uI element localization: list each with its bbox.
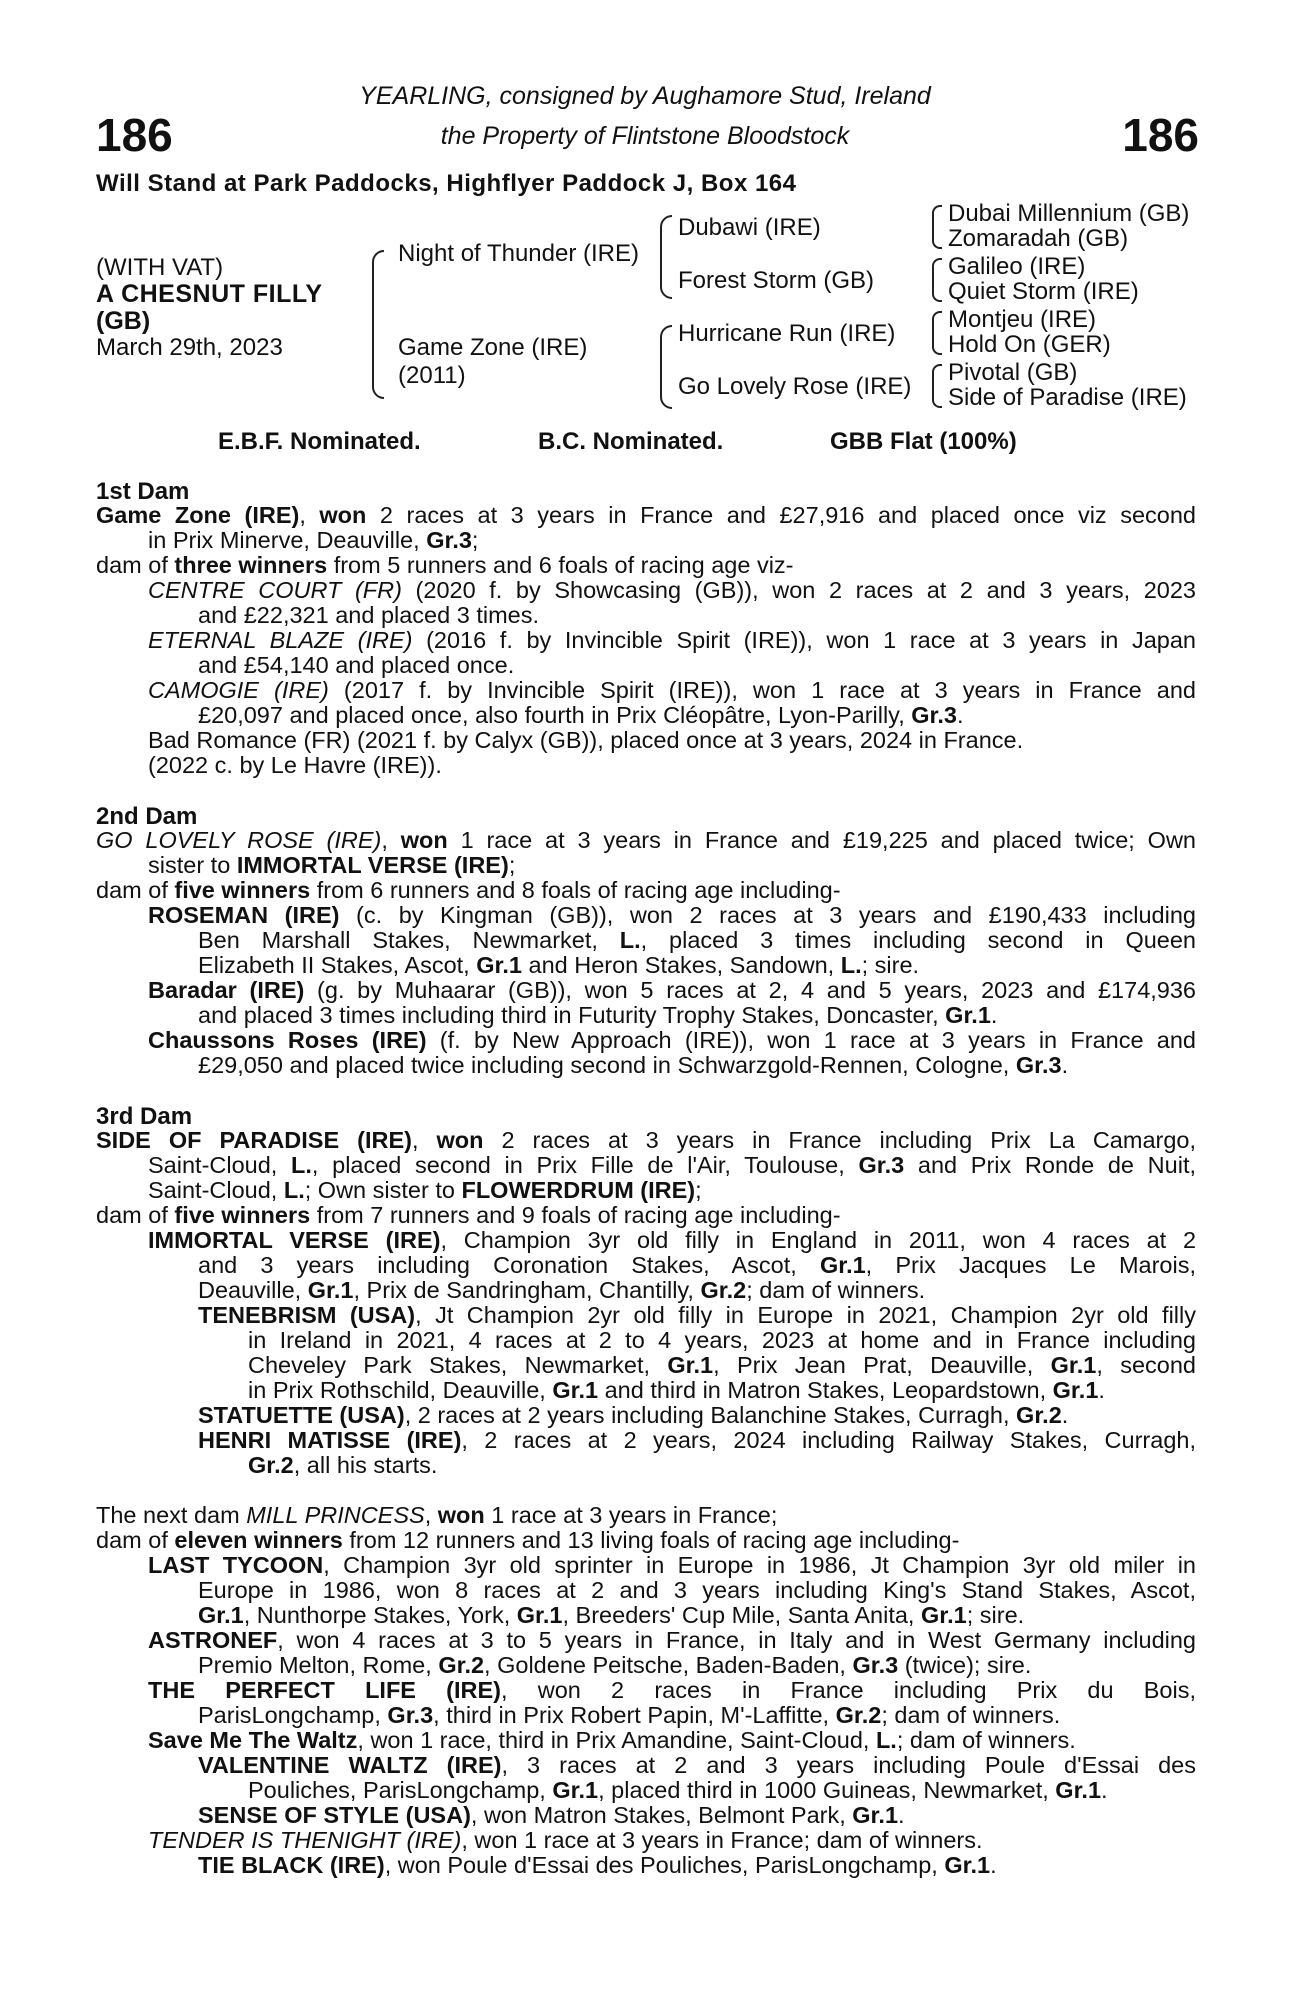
text: , placed 3 times including second in Queen [640, 927, 1196, 953]
text: . [990, 1002, 998, 1028]
pedigree-brace-main [372, 250, 384, 399]
next-dam-line [198, 1653, 1196, 1678]
horse-name: Chaussons Roses (IRE) [148, 1027, 427, 1053]
grade: L. [619, 927, 641, 953]
text: Ben Marshall Stakes, Newmarket, [198, 927, 620, 953]
text: , [424, 1502, 438, 1528]
pedigree-g4: Quiet Storm (IRE) [948, 278, 1139, 305]
text: Deauville, [198, 1277, 308, 1303]
horse-name: ASTRONEF [148, 1627, 278, 1653]
text: 1 race at 3 years in France and £19,225 and placed twice; Own [447, 827, 1196, 853]
horse-name: IMMORTAL VERSE (IRE) [148, 1227, 441, 1253]
text: , won 1 race at 3 years in France; dam of winners. [461, 1827, 983, 1853]
next-dam-line [148, 1628, 1196, 1653]
grade: Gr.3 [858, 1152, 905, 1178]
third-dam-line [198, 1428, 1196, 1453]
subject-name: A CHESNUT FILLY [96, 280, 323, 308]
horse-name: HENRI MATISSE (IRE) [198, 1427, 462, 1453]
text: The next dam [96, 1502, 247, 1528]
text: £29,050 and placed twice including second in Schwarzgold-Rennen, Cologne, [198, 1052, 1016, 1078]
dam-name: SIDE OF PARADISE (IRE) [96, 1127, 412, 1153]
sire-name: Night of Thunder (IRE) [398, 240, 639, 267]
dam-name: GO LOVELY ROSE (IRE) [96, 827, 382, 853]
horse-name: STATUETTE (USA) [198, 1402, 405, 1428]
text: , Breeders' Cup Mile, Santa Anita, [562, 1602, 921, 1628]
text: ; [471, 527, 479, 553]
text: , won 1 race, third in Prix Amandine, Saint-Cloud, [357, 1727, 876, 1753]
text: (2017 f. by Invincible Spirit (IRE)), won 1 race at 3 years in France and [328, 677, 1197, 703]
pedigree-g8: Side of Paradise (IRE) [948, 384, 1187, 411]
pedigree-brace-sire [660, 215, 672, 299]
first-dam-line [148, 678, 1196, 703]
text: , won Poule d'Essai des Pouliches, ParisLongchamp, [384, 1852, 945, 1878]
horse-name: ROSEMAN (IRE) [148, 902, 340, 928]
text: , [299, 502, 320, 528]
third-dam-line [248, 1353, 1196, 1378]
won-label: won [437, 1502, 485, 1528]
text: , placed third in 1000 Guineas, Newmarket, [598, 1777, 1056, 1803]
grade: Gr.1 [198, 1602, 244, 1628]
pedigree-brace-dam [660, 325, 672, 409]
next-dam-line [198, 1753, 1196, 1778]
next-dam-line [148, 1553, 1196, 1578]
horse-name: Save Me The Waltz [148, 1727, 358, 1753]
won-label: won [436, 1127, 484, 1153]
grade: Gr.1 [307, 1277, 354, 1303]
grade: Gr.1 [819, 1252, 866, 1278]
horse-name: ETERNAL BLAZE (IRE) [148, 627, 413, 653]
text: from 6 runners and 8 foals of racing age including- [310, 877, 841, 903]
second-dam-line [148, 903, 1196, 928]
grade: Gr.1 [920, 1602, 967, 1628]
grade: Gr.1 [552, 1377, 599, 1403]
text: , [411, 1127, 437, 1153]
dam-year: (2011) [398, 362, 466, 389]
third-dam-line [248, 1453, 1196, 1478]
text: , [381, 827, 401, 853]
property-line: the Property of Flintstone Bloodstock [440, 122, 850, 150]
second-dam-line [96, 878, 1196, 903]
text: , Goldene Peitsche, Baden-Baden, [484, 1652, 853, 1678]
winners-count: three winners [174, 552, 328, 578]
text: ; dam of winners. [896, 1727, 1076, 1753]
grade: Gr.1 [1052, 1377, 1099, 1403]
text: from 12 runners and 13 living foals of racing age including- [342, 1527, 960, 1553]
grade: Gr.1 [516, 1602, 563, 1628]
grade: Gr.3 [426, 527, 472, 553]
consignor-line: YEARLING, consigned by Aughamore Stud, Ireland [359, 82, 931, 110]
text: . [990, 1852, 997, 1878]
text: , Prix Jean Prat, Deauville, [713, 1352, 1051, 1378]
won-label: won [400, 827, 448, 853]
first-dam-line [198, 703, 1196, 728]
text: (c. by Kingman (GB)), won 2 races at 3 years and £190,433 including [339, 902, 1196, 928]
grade: Gr.1 [1050, 1352, 1097, 1378]
text: ; sire. [861, 952, 920, 978]
second-dam-line [96, 828, 1196, 853]
text: , second [1096, 1352, 1196, 1378]
next-dam-line [198, 1853, 1196, 1878]
text: in Prix Minerve, Deauville, [148, 527, 427, 553]
text: (g. by Muhaarar (GB)), won 5 races at 2, 4 and 5 years, 2023 and £174,936 [304, 977, 1196, 1003]
grade: Gr.3 [1015, 1052, 1062, 1078]
first-dam-heading: 1st Dam [96, 478, 190, 505]
first-dam-line [148, 628, 1196, 653]
text: ; dam of winners. [746, 1277, 926, 1303]
text: 2 races at 3 years in France and £27,916 and placed once viz second [366, 502, 1196, 528]
text: . [1101, 1777, 1108, 1803]
grade: L. [840, 952, 862, 978]
third-dam-line [198, 1253, 1196, 1278]
grade: Gr.3 [387, 1702, 434, 1728]
stand-location: Will Stand at Park Paddocks, Highflyer Paddock J, Box 164 [96, 170, 797, 197]
dam-dam: Go Lovely Rose (IRE) [678, 373, 912, 400]
second-dam-line [148, 853, 1196, 878]
grade: Gr.1 [1055, 1777, 1102, 1803]
second-dam-line [148, 1028, 1196, 1053]
grade: Gr.3 [911, 702, 957, 728]
grade: Gr.1 [667, 1352, 714, 1378]
next-dam-line [148, 1828, 1196, 1853]
next-dam-line [198, 1703, 1196, 1728]
grade: Gr.1 [552, 1777, 599, 1803]
text: , won Matron Stakes, Belmont Park, [470, 1802, 853, 1828]
text: ; Own sister to [304, 1177, 462, 1203]
first-dam-line [96, 553, 1196, 578]
pedigree-g1: Dubai Millennium (GB) [948, 200, 1190, 227]
pedigree-g3: Galileo (IRE) [948, 253, 1086, 280]
text: Elizabeth II Stakes, Ascot, [198, 952, 477, 978]
next-dam-line [198, 1803, 1196, 1828]
text: , won 4 races at 3 to 5 years in France, in Italy and in West Germany including [277, 1627, 1196, 1653]
grade: Gr.2 [700, 1277, 747, 1303]
horse-name: VALENTINE WALTZ (IRE) [198, 1752, 502, 1778]
text: . [1098, 1377, 1105, 1403]
second-dam-line [148, 978, 1196, 1003]
first-dam-line: and £22,321 and placed 3 times. [198, 602, 540, 628]
grade: Gr.2 [1016, 1402, 1062, 1428]
grade: L. [875, 1727, 897, 1753]
text: , all his starts. [293, 1452, 438, 1478]
text: ParisLongchamp, [198, 1702, 388, 1728]
text: dam of [96, 1527, 175, 1553]
text: and Heron Stakes, Sandown, [521, 952, 841, 978]
gbb-status: GBB Flat (100%) [830, 428, 1017, 455]
text: 2 races at 3 years in France including Prix La Camargo, [483, 1127, 1197, 1153]
winners-count: five winners [174, 877, 311, 903]
grade: Gr.2 [835, 1702, 882, 1728]
second-dam-line [198, 1053, 1196, 1078]
text: (2016 f. by Invincible Spirit (IRE)), won 1 race at 3 years in Japan [412, 627, 1197, 653]
text: Premio Melton, Rome, [198, 1652, 439, 1678]
third-dam-line [96, 1203, 1196, 1228]
lot-number-right: 186 [1122, 109, 1199, 161]
next-dam-line [148, 1728, 1196, 1753]
third-dam-line: in Ireland in 2021, 4 races at 2 to 4 years, 2023 at home and in France including [248, 1327, 1196, 1353]
first-dam-line [96, 503, 1196, 528]
horse-name: TENDER IS THENIGHT (IRE) [148, 1827, 462, 1853]
text: dam of [96, 552, 175, 578]
next-dam-line [198, 1603, 1196, 1628]
text: , Jt Champion 2yr old filly in Europe in 2021, Champion 2yr old filly [415, 1302, 1196, 1328]
text: Cheveley Park Stakes, Newmarket, [248, 1352, 668, 1378]
pedigree-g6: Hold On (GER) [948, 331, 1111, 358]
grade: L. [291, 1152, 312, 1178]
text: sister to [148, 852, 237, 878]
ebf-nomination: E.B.F. Nominated. [218, 428, 421, 455]
text: and placed 3 times including third in Futurity Trophy Stakes, Doncaster, [198, 1002, 946, 1028]
second-dam-line [198, 953, 1196, 978]
text: . [1061, 1402, 1069, 1428]
grade: Gr.1 [852, 1802, 899, 1828]
dam-name: MILL PRINCESS [246, 1502, 425, 1528]
text: , 2 races at 2 years, 2024 including Railway Stakes, Curragh, [461, 1427, 1196, 1453]
foaling-date: March 29th, 2023 [96, 334, 283, 361]
text: Saint-Cloud, [148, 1177, 284, 1203]
first-dam-line: (2022 c. by Le Havre (IRE)). [148, 752, 442, 778]
text: Saint-Cloud, [148, 1152, 292, 1178]
first-dam-line: and £54,140 and placed once. [198, 652, 515, 678]
bc-nomination: B.C. Nominated. [538, 428, 724, 455]
text: in Prix Rothschild, Deauville, [248, 1377, 553, 1403]
horse-name: TIE BLACK (IRE) [198, 1852, 385, 1878]
winners-count: eleven winners [174, 1527, 343, 1553]
next-dam-line [148, 1678, 1196, 1703]
dam-name: Game Zone (IRE) [96, 502, 300, 528]
pedigree-brace-g3 [932, 311, 942, 355]
text: , 2 races at 2 years including Balanchine Stakes, Curragh, [404, 1402, 1017, 1428]
third-dam-line [148, 1153, 1196, 1178]
horse-name: CAMOGIE (IRE) [148, 677, 329, 703]
horse-name: LAST TYCOON [148, 1552, 324, 1578]
text: , Champion 3yr old filly in England in 2011, won 4 races at 2 [440, 1227, 1197, 1253]
text: , placed second in Prix Fille de l'Air, Toulouse, [311, 1152, 859, 1178]
third-dam-line [198, 1403, 1196, 1428]
text: from 7 runners and 9 foals of racing age including- [310, 1202, 841, 1228]
grade: Gr.2 [438, 1652, 485, 1678]
sire-sire: Dubawi (IRE) [678, 214, 821, 241]
horse-name: CENTRE COURT (FR) [148, 577, 402, 603]
text: 1 race at 3 years in France; [484, 1502, 778, 1528]
text: , Prix Jacques Le Marois, [865, 1252, 1196, 1278]
text: , Nunthorpe Stakes, York, [243, 1602, 517, 1628]
dam-sire: Hurricane Run (IRE) [678, 320, 896, 347]
third-dam-line [198, 1303, 1196, 1328]
third-dam-line [248, 1378, 1196, 1403]
horse-name: IMMORTAL VERSE (IRE) [236, 852, 509, 878]
third-dam-line [148, 1178, 1196, 1203]
grade: Gr.1 [944, 1852, 991, 1878]
horse-name: Baradar (IRE) [148, 977, 305, 1003]
text: , won 2 races in France including Prix du Bois, [501, 1677, 1197, 1703]
horse-name: SENSE OF STYLE (USA) [198, 1802, 471, 1828]
text: Pouliches, ParisLongchamp, [248, 1777, 553, 1803]
first-dam-line [148, 578, 1196, 603]
next-dam-line [96, 1528, 1196, 1553]
pedigree-g7: Pivotal (GB) [948, 359, 1078, 386]
horse-name: TENEBRISM (USA) [198, 1302, 416, 1328]
pedigree-brace-g4 [932, 364, 942, 408]
third-dam-line [148, 1228, 1196, 1253]
second-dam-line [198, 928, 1196, 953]
text: (twice); sire. [898, 1652, 1032, 1678]
text: dam of [96, 877, 175, 903]
text: . [898, 1802, 905, 1828]
text: , Champion 3yr old sprinter in Europe in 1986, Jt Champion 3yr old miler in [323, 1552, 1197, 1578]
text: (f. by New Approach (IRE)), won 1 race at 3 years in France and [426, 1027, 1196, 1053]
horse-name: THE PERFECT LIFE (IRE) [148, 1677, 502, 1703]
text: £20,097 and placed once, also fourth in Prix Cléopâtre, Lyon-Parilly, [198, 702, 912, 728]
text: ; dam of winners. [881, 1702, 1061, 1728]
vat-note: (WITH VAT) [96, 254, 224, 281]
grade: Gr.1 [945, 1002, 991, 1028]
grade: Gr.2 [248, 1452, 294, 1478]
horse-name: FLOWERDRUM (IRE) [461, 1177, 696, 1203]
dam-name: Game Zone (IRE) [398, 334, 588, 361]
text: (2020 f. by Showcasing (GB)), won 2 races at 2 and 3 years, 2023 [401, 577, 1196, 603]
first-dam-line: Bad Romance (FR) (2021 f. by Calyx (GB)), placed once at 3 years, 2024 in France. [148, 727, 1024, 753]
sire-dam: Forest Storm (GB) [678, 267, 875, 294]
next-dam-line: Europe in 1986, won 8 races at 2 and 3 years including King's Stand Stakes, Ascot, [198, 1577, 1196, 1603]
text: ; [695, 1177, 702, 1203]
text: and Prix Ronde de Nuit, [904, 1152, 1196, 1178]
pedigree-g5: Montjeu (IRE) [948, 306, 1097, 333]
text: dam of [96, 1202, 175, 1228]
grade: Gr.3 [852, 1652, 899, 1678]
grade: Gr.1 [476, 952, 522, 978]
subject-country: (GB) [96, 307, 151, 335]
grade: L. [283, 1177, 305, 1203]
first-dam-line [148, 528, 1196, 553]
third-dam-line [198, 1278, 1196, 1303]
text: , Prix de Sandringham, Chantilly, [353, 1277, 701, 1303]
second-dam-line [198, 1003, 1196, 1028]
text: ; sire. [966, 1602, 1025, 1628]
next-dam-line [248, 1778, 1196, 1803]
text: and third in Matron Stakes, Leopardstown, [598, 1377, 1053, 1403]
text: , 3 races at 2 and 3 years including Poule d'Essai des [501, 1752, 1196, 1778]
next-dam-line [96, 1503, 1196, 1528]
third-dam-heading: 3rd Dam [96, 1103, 193, 1130]
pedigree-brace-g1 [932, 205, 942, 249]
pedigree-g2: Zomaradah (GB) [948, 225, 1129, 252]
lot-number-left: 186 [96, 109, 173, 161]
text: and 3 years including Coronation Stakes, Ascot, [198, 1252, 820, 1278]
text: , third in Prix Robert Papin, M'-Laffitte, [433, 1702, 836, 1728]
text: ; [508, 852, 516, 878]
won-label: won [319, 502, 367, 528]
winners-count: five winners [174, 1202, 311, 1228]
third-dam-line [96, 1128, 1196, 1153]
text: . [1061, 1052, 1069, 1078]
text: . [957, 702, 964, 728]
pedigree-brace-g2 [932, 258, 942, 302]
second-dam-heading: 2nd Dam [96, 803, 198, 830]
text: from 5 runners and 6 foals of racing age viz- [327, 552, 794, 578]
